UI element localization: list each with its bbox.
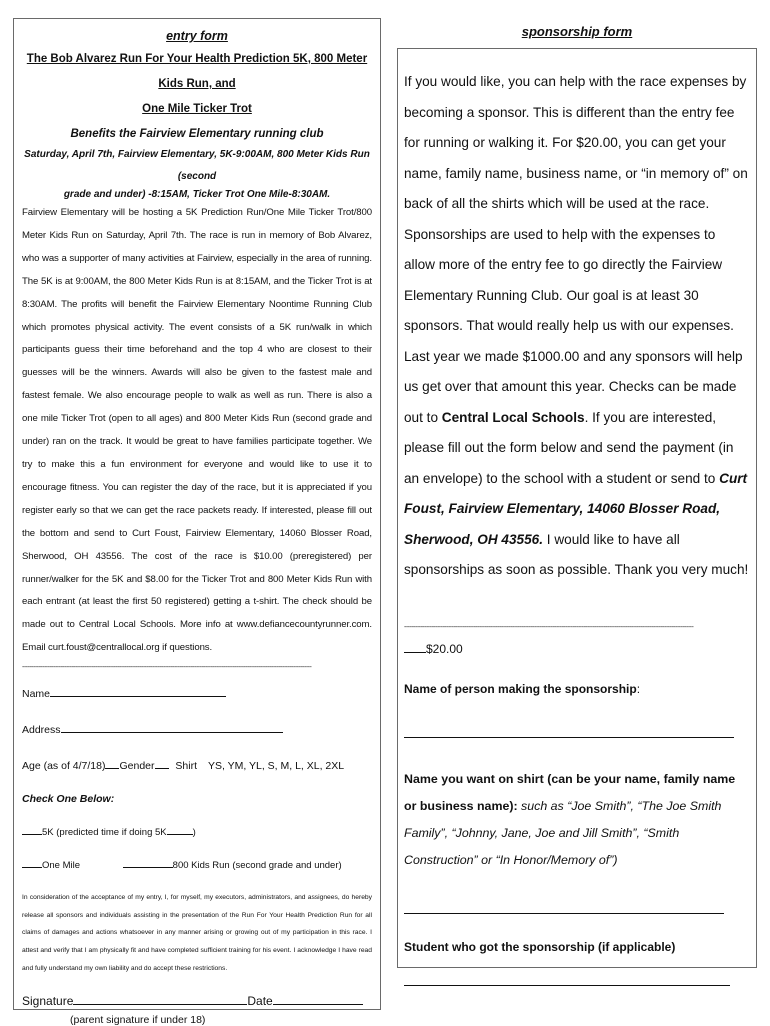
age-field[interactable]: [105, 757, 119, 769]
shirt-name-block: [404, 766, 750, 874]
cut-line: --------------------------------------------------------------------------------------------------------------------------------------------------------------: [22, 664, 312, 672]
sponsorship-description: [404, 67, 750, 586]
sponsorship-form-header: sponsorship form: [521, 24, 633, 39]
option-5k-checkbox[interactable]: [22, 823, 42, 835]
name-row: [22, 685, 372, 703]
student-label: Student who got the sponsorship (if applicable): [404, 939, 676, 954]
date-label: Date: [247, 994, 273, 1009]
sponsor-cut-line: --------------------------------------------------------------------------------------------------------------------------------------------------------------: [404, 623, 694, 631]
option-kids-label: 800 Kids Run (second grade and under): [172, 860, 342, 872]
amount-label: $20.00: [426, 641, 463, 656]
mailing-address: Curt Foust, Fairview Elementary, 14060 Blosser Road, Sherwood, OH 43556.: [404, 470, 748, 547]
sponsor-person-label: Name of person making the sponsorship: [404, 681, 637, 696]
event-schedule-line1: Saturday, April 7th, Fairview Elementary, 5K-9:00AM, 800 Meter Kids Run (second: [24, 149, 370, 182]
benefits-line: Benefits the Fairview Elementary running club: [70, 128, 324, 140]
sponsor-person-row: [404, 682, 750, 696]
event-description: Fairview Elementary will be hosting a 5K Prediction Run/One Mile Ticker Trot/800 Meter Kids Run on Saturday, April 7th. The race is run in memory of Bob Alvarez, who was a supporter of many activities at Fairview, especially in the area of running. The 5K is at 9:00AM, the 800 Meter Kids Run is at 8:15AM, and the Ticker Trot is at 8:30AM. The profits will benefit the Fairview Elementary Noontime Running Club which promotes physical activity. The event consists of a 5K run/walk in which participants guess their time beforehand and the top 4 who are closest to their guesses will be the winners. Awards will also be given to the fastest male and fastest female. We also encourage people to walk as well as run. There is also a one mile Ticker Trot (open to all ages) and 800 Meter Kids Run (second grade and under) ran on the track. It would be great to have families participate together. We try to make this a fun environment for everyone and would like to use it to encourage fitness. You can register the day of the race, but it is appreciated if you register early so that we can get the race packets ready. If interested, please fill out the bottom and send to Curt Foust, Fairview Elementary, 14060 Blosser Road, Sherwood, OH 43556. The cost of the race is $10.00 (preregistered) per runner/walker for the 5K and $8.00 for the Ticker Trot and 800 Meter Kids Run with each entrant (at least the first 50 registered) getting a t-shirt. The check should be made out to Central Local Schools. More info at www.defiancecountyrunner.com. Email curt.foust@centrallocal.org if questions.: [22, 207, 372, 654]
liability-release: In consideration of the acceptance of my entry, I, for myself, my executors, administrators, and assignees, do hereby release all sponsors and individuals assisting in the presentation of the Run For Your Health Prediction Run for all claims of damages and actions whatsoever in any manner arising or growing out of my participation in this race. I attest and verify that I am physically fit and have completed sufficient training for his event. I acknowledge I have read and fully understand my own liability and do accept these restrictions.: [22, 894, 372, 972]
address-row: [22, 721, 372, 739]
gender-field[interactable]: [155, 757, 169, 769]
shirt-name-label: Name you want on shirt (can be your name, family name or business name):: [404, 771, 736, 813]
address-label: Address: [22, 724, 61, 737]
age-label: Age (as of 4/7/18): [22, 760, 106, 773]
age-gender-shirt-row: [22, 757, 372, 775]
name-label: Name: [22, 688, 51, 701]
shirt-sizes[interactable]: YS, YM, YL, S, M, L, XL, 2XL: [207, 760, 345, 773]
option-5k-row: [22, 823, 372, 842]
event-schedule-line2: grade and under) -8:15AM, Ticker Trot One Mile-8:30AM.: [63, 189, 331, 200]
entry-form-panel: [13, 18, 381, 1026]
date-field[interactable]: [273, 993, 363, 1005]
sponsorship-text-3: I would like to have all sponsorships as soon as possible. Thank you very much!: [404, 531, 749, 577]
signature-row: [22, 993, 372, 1008]
event-schedule: [22, 144, 372, 202]
event-title-line1: The Bob Alvarez Run For Your Health Prediction 5K, 800 Meter Kids Run, and: [26, 53, 368, 90]
shirt-name-field[interactable]: [404, 912, 724, 914]
amount-checkbox[interactable]: [404, 641, 426, 653]
predicted-time-field[interactable]: [167, 823, 193, 835]
payee-name: Central Local Schools: [441, 409, 585, 425]
option-mile-label: One Mile: [42, 860, 81, 872]
sponsor-person-field[interactable]: [404, 736, 734, 738]
check-one-heading: Check One Below:: [22, 793, 115, 806]
student-field[interactable]: [404, 984, 730, 986]
shirt-name-examples: such as “Joe Smith”, “The Joe Smith Family”, “Johnny, Jane, Joe and Jill Smith”, “Smith Construction” or “In Honor/Memory of”): [404, 798, 722, 867]
option-5k-close: ): [192, 827, 196, 839]
option-5k-label: 5K (predicted time if doing 5K: [42, 827, 167, 839]
signature-label: Signature: [22, 994, 74, 1009]
parent-signature-note: (parent signature if under 18): [70, 1014, 206, 1026]
sponsorship-text-1: If you would like, you can help with the race expenses by becoming a sponsor. This is different than the entry fee for running or walking it. For $20.00, you can get your name, family name, business name, or “in memory of” on back of all the shirts which will be used at the race. Sponsorships are used to help with the expenses to allow more of the entry fee to go directly the Fairview Elementary Running Club. Our goal is at least 30 sponsors. That would really help us with our expenses. Last year we made $1000.00 and any sponsors will help us get over that amount this year. Checks can be made out to: [404, 74, 748, 425]
sponsorship-text-2: . If you are interested, please fill out the form below and send the payment (in an envelope) to the school with a student or send to: [404, 409, 734, 486]
shirt-label: Shirt: [175, 760, 198, 773]
option-mile-checkbox[interactable]: [22, 856, 42, 868]
name-field[interactable]: [50, 685, 226, 697]
gender-label: Gender: [119, 760, 155, 773]
sponsorship-form-panel: [397, 48, 757, 968]
amount-row: [404, 641, 750, 656]
event-title-line2: One Mile Ticker Trot: [142, 103, 252, 115]
event-title: [22, 47, 372, 122]
option-kids-checkbox[interactable]: [123, 856, 173, 868]
signature-field[interactable]: [73, 993, 247, 1005]
option-mile-kids-row: [22, 856, 372, 875]
entry-form-header: entry form: [166, 29, 228, 43]
address-field[interactable]: [61, 721, 283, 733]
sponsor-person-colon: :: [636, 681, 641, 696]
